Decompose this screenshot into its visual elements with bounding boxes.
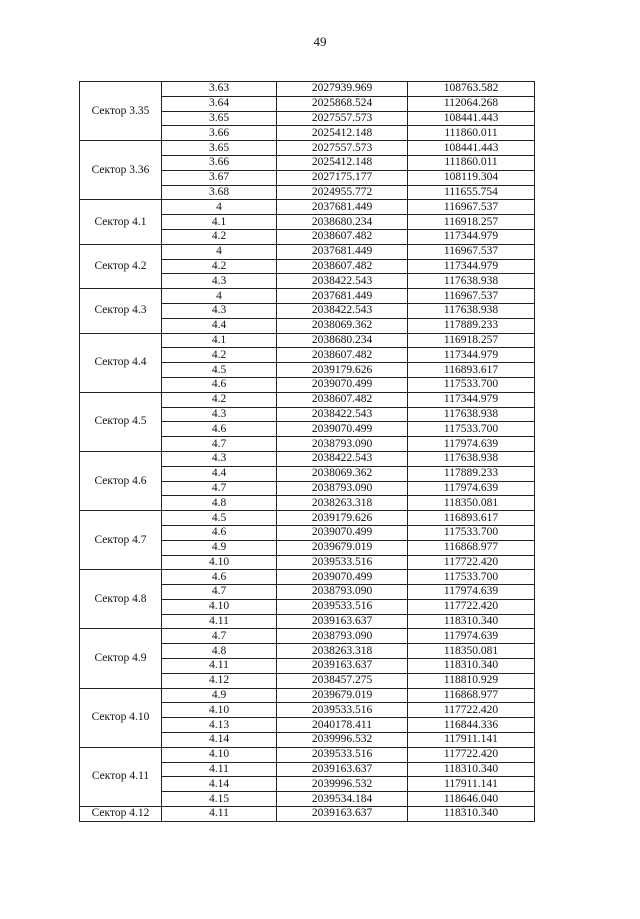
y-coordinate-cell: 116844.336 <box>408 718 535 733</box>
y-coordinate-cell: 116893.617 <box>408 511 535 526</box>
y-coordinate-cell: 117889.233 <box>408 466 535 481</box>
x-coordinate-cell: 2025412.148 <box>277 155 408 170</box>
x-coordinate-cell: 2040178.411 <box>277 718 408 733</box>
x-coordinate-cell: 2039533.516 <box>277 747 408 762</box>
y-coordinate-cell: 108119.304 <box>408 170 535 185</box>
point-number-cell: 4.2 <box>162 259 277 274</box>
point-number-cell: 4.10 <box>162 747 277 762</box>
y-coordinate-cell: 117722.420 <box>408 703 535 718</box>
y-coordinate-cell: 118810.929 <box>408 673 535 688</box>
x-coordinate-cell: 2038607.482 <box>277 229 408 244</box>
x-coordinate-cell: 2038680.234 <box>277 215 408 230</box>
point-number-cell: 3.65 <box>162 141 277 156</box>
y-coordinate-cell: 112064.268 <box>408 96 535 111</box>
point-number-cell: 4.6 <box>162 570 277 585</box>
x-coordinate-cell: 2039179.626 <box>277 511 408 526</box>
y-coordinate-cell: 117533.700 <box>408 525 535 540</box>
x-coordinate-cell: 2039070.499 <box>277 422 408 437</box>
table-row <box>80 629 535 644</box>
point-number-cell: 3.68 <box>162 185 277 200</box>
x-coordinate-cell: 2037681.449 <box>277 244 408 259</box>
sector-name-cell: Сектор 4.8 <box>80 570 162 629</box>
table-row <box>80 688 535 703</box>
point-number-cell: 4 <box>162 244 277 259</box>
point-number-cell: 4.5 <box>162 511 277 526</box>
y-coordinate-cell: 111655.754 <box>408 185 535 200</box>
y-coordinate-cell: 117722.420 <box>408 747 535 762</box>
table-row <box>80 141 535 156</box>
y-coordinate-cell: 118646.040 <box>408 792 535 807</box>
y-coordinate-cell: 116918.257 <box>408 215 535 230</box>
x-coordinate-cell: 2038422.543 <box>277 274 408 289</box>
x-coordinate-cell: 2038793.090 <box>277 585 408 600</box>
x-coordinate-cell: 2038457.275 <box>277 673 408 688</box>
point-number-cell: 4 <box>162 289 277 304</box>
x-coordinate-cell: 2039179.626 <box>277 363 408 378</box>
x-coordinate-cell: 2027557.573 <box>277 111 408 126</box>
x-coordinate-cell: 2039070.499 <box>277 377 408 392</box>
point-number-cell: 4.12 <box>162 673 277 688</box>
y-coordinate-cell: 108441.443 <box>408 141 535 156</box>
point-number-cell: 4.8 <box>162 644 277 659</box>
x-coordinate-cell: 2039163.637 <box>277 659 408 674</box>
table-row <box>80 511 535 526</box>
point-number-cell: 4.10 <box>162 599 277 614</box>
point-number-cell: 4.6 <box>162 525 277 540</box>
y-coordinate-cell: 116868.977 <box>408 540 535 555</box>
x-coordinate-cell: 2039679.019 <box>277 688 408 703</box>
y-coordinate-cell: 116918.257 <box>408 333 535 348</box>
point-number-cell: 3.64 <box>162 96 277 111</box>
point-number-cell: 4.3 <box>162 451 277 466</box>
point-number-cell: 4.8 <box>162 496 277 511</box>
sector-name-cell: Сектор 4.10 <box>80 688 162 747</box>
x-coordinate-cell: 2025412.148 <box>277 126 408 141</box>
x-coordinate-cell: 2027175.177 <box>277 170 408 185</box>
x-coordinate-cell: 2039070.499 <box>277 525 408 540</box>
y-coordinate-cell: 118310.340 <box>408 762 535 777</box>
y-coordinate-cell: 111860.011 <box>408 155 535 170</box>
x-coordinate-cell: 2039679.019 <box>277 540 408 555</box>
point-number-cell: 4.14 <box>162 733 277 748</box>
x-coordinate-cell: 2038422.543 <box>277 303 408 318</box>
y-coordinate-cell: 117344.979 <box>408 392 535 407</box>
y-coordinate-cell: 118350.081 <box>408 644 535 659</box>
x-coordinate-cell: 2038422.543 <box>277 407 408 422</box>
x-coordinate-cell: 2039996.532 <box>277 733 408 748</box>
sector-name-cell: Сектор 4.2 <box>80 244 162 288</box>
point-number-cell: 4.4 <box>162 466 277 481</box>
point-number-cell: 4.10 <box>162 555 277 570</box>
y-coordinate-cell: 116868.977 <box>408 688 535 703</box>
point-number-cell: 3.66 <box>162 126 277 141</box>
point-number-cell: 4.11 <box>162 762 277 777</box>
y-coordinate-cell: 117974.639 <box>408 629 535 644</box>
x-coordinate-cell: 2038263.318 <box>277 644 408 659</box>
y-coordinate-cell: 117533.700 <box>408 570 535 585</box>
point-number-cell: 4.2 <box>162 348 277 363</box>
sector-name-cell: Сектор 4.4 <box>80 333 162 392</box>
y-coordinate-cell: 117911.141 <box>408 733 535 748</box>
point-number-cell: 4.7 <box>162 585 277 600</box>
table-body <box>80 82 535 822</box>
point-number-cell: 4.3 <box>162 274 277 289</box>
x-coordinate-cell: 2038263.318 <box>277 496 408 511</box>
point-number-cell: 4.6 <box>162 377 277 392</box>
x-coordinate-cell: 2027557.573 <box>277 141 408 156</box>
x-coordinate-cell: 2039163.637 <box>277 762 408 777</box>
y-coordinate-cell: 117974.639 <box>408 437 535 452</box>
x-coordinate-cell: 2039533.516 <box>277 703 408 718</box>
sector-name-cell: Сектор 3.36 <box>80 141 162 200</box>
y-coordinate-cell: 117344.979 <box>408 259 535 274</box>
x-coordinate-cell: 2038069.362 <box>277 318 408 333</box>
y-coordinate-cell: 117533.700 <box>408 422 535 437</box>
x-coordinate-cell: 2039533.516 <box>277 555 408 570</box>
point-number-cell: 4.7 <box>162 437 277 452</box>
point-number-cell: 4.14 <box>162 777 277 792</box>
y-coordinate-cell: 116893.617 <box>408 363 535 378</box>
y-coordinate-cell: 117638.938 <box>408 303 535 318</box>
y-coordinate-cell: 108763.582 <box>408 82 535 97</box>
y-coordinate-cell: 116967.537 <box>408 244 535 259</box>
point-number-cell: 4.3 <box>162 407 277 422</box>
point-number-cell: 3.66 <box>162 155 277 170</box>
x-coordinate-cell: 2038793.090 <box>277 437 408 452</box>
x-coordinate-cell: 2039534.184 <box>277 792 408 807</box>
y-coordinate-cell: 117889.233 <box>408 318 535 333</box>
table-row <box>80 570 535 585</box>
y-coordinate-cell: 117638.938 <box>408 451 535 466</box>
point-number-cell: 3.67 <box>162 170 277 185</box>
y-coordinate-cell: 116967.537 <box>408 289 535 304</box>
x-coordinate-cell: 2038607.482 <box>277 348 408 363</box>
sector-coordinates-table <box>79 81 535 822</box>
x-coordinate-cell: 2038607.482 <box>277 392 408 407</box>
x-coordinate-cell: 2039996.532 <box>277 777 408 792</box>
point-number-cell: 3.65 <box>162 111 277 126</box>
sector-name-cell: Сектор 4.11 <box>80 747 162 806</box>
y-coordinate-cell: 117344.979 <box>408 229 535 244</box>
y-coordinate-cell: 117911.141 <box>408 777 535 792</box>
table-row <box>80 244 535 259</box>
point-number-cell: 4.10 <box>162 703 277 718</box>
table-row <box>80 289 535 304</box>
point-number-cell: 4.9 <box>162 540 277 555</box>
x-coordinate-cell: 2038793.090 <box>277 481 408 496</box>
point-number-cell: 4.7 <box>162 481 277 496</box>
x-coordinate-cell: 2024955.772 <box>277 185 408 200</box>
sector-name-cell: Сектор 4.1 <box>80 200 162 244</box>
sector-name-cell: Сектор 4.5 <box>80 392 162 451</box>
y-coordinate-cell: 116967.537 <box>408 200 535 215</box>
x-coordinate-cell: 2038793.090 <box>277 629 408 644</box>
x-coordinate-cell: 2037681.449 <box>277 289 408 304</box>
y-coordinate-cell: 117533.700 <box>408 377 535 392</box>
y-coordinate-cell: 117722.420 <box>408 555 535 570</box>
point-number-cell: 4.1 <box>162 333 277 348</box>
sector-name-cell: Сектор 4.12 <box>80 807 162 822</box>
sector-name-cell: Сектор 4.9 <box>80 629 162 688</box>
point-number-cell: 4.1 <box>162 215 277 230</box>
point-number-cell: 4.5 <box>162 363 277 378</box>
table-row <box>80 807 535 822</box>
y-coordinate-cell: 117638.938 <box>408 407 535 422</box>
y-coordinate-cell: 117974.639 <box>408 481 535 496</box>
y-coordinate-cell: 111860.011 <box>408 126 535 141</box>
table-row <box>80 200 535 215</box>
point-number-cell: 4 <box>162 200 277 215</box>
x-coordinate-cell: 2037681.449 <box>277 200 408 215</box>
table-row <box>80 333 535 348</box>
point-number-cell: 4.4 <box>162 318 277 333</box>
point-number-cell: 3.63 <box>162 82 277 97</box>
x-coordinate-cell: 2038069.362 <box>277 466 408 481</box>
y-coordinate-cell: 117638.938 <box>408 274 535 289</box>
point-number-cell: 4.11 <box>162 614 277 629</box>
y-coordinate-cell: 108441.443 <box>408 111 535 126</box>
x-coordinate-cell: 2025868.524 <box>277 96 408 111</box>
page-number: 49 <box>313 34 327 49</box>
y-coordinate-cell: 117722.420 <box>408 599 535 614</box>
y-coordinate-cell: 117344.979 <box>408 348 535 363</box>
sector-name-cell: Сектор 4.3 <box>80 289 162 333</box>
y-coordinate-cell: 118310.340 <box>408 659 535 674</box>
x-coordinate-cell: 2039163.637 <box>277 807 408 822</box>
sector-name-cell: Сектор 4.6 <box>80 451 162 510</box>
x-coordinate-cell: 2039163.637 <box>277 614 408 629</box>
y-coordinate-cell: 118310.340 <box>408 614 535 629</box>
point-number-cell: 4.2 <box>162 229 277 244</box>
x-coordinate-cell: 2039070.499 <box>277 570 408 585</box>
table-row <box>80 451 535 466</box>
point-number-cell: 4.3 <box>162 303 277 318</box>
point-number-cell: 4.6 <box>162 422 277 437</box>
point-number-cell: 4.11 <box>162 659 277 674</box>
sector-name-cell: Сектор 3.35 <box>80 82 162 141</box>
x-coordinate-cell: 2038680.234 <box>277 333 408 348</box>
point-number-cell: 4.11 <box>162 807 277 822</box>
point-number-cell: 4.2 <box>162 392 277 407</box>
point-number-cell: 4.7 <box>162 629 277 644</box>
x-coordinate-cell: 2039533.516 <box>277 599 408 614</box>
table-row <box>80 82 535 97</box>
table-row <box>80 747 535 762</box>
x-coordinate-cell: 2027939.969 <box>277 82 408 97</box>
sector-name-cell: Сектор 4.7 <box>80 511 162 570</box>
table-row <box>80 392 535 407</box>
y-coordinate-cell: 118350.081 <box>408 496 535 511</box>
point-number-cell: 4.15 <box>162 792 277 807</box>
x-coordinate-cell: 2038607.482 <box>277 259 408 274</box>
point-number-cell: 4.9 <box>162 688 277 703</box>
y-coordinate-cell: 118310.340 <box>408 807 535 822</box>
y-coordinate-cell: 117974.639 <box>408 585 535 600</box>
x-coordinate-cell: 2038422.543 <box>277 451 408 466</box>
point-number-cell: 4.13 <box>162 718 277 733</box>
